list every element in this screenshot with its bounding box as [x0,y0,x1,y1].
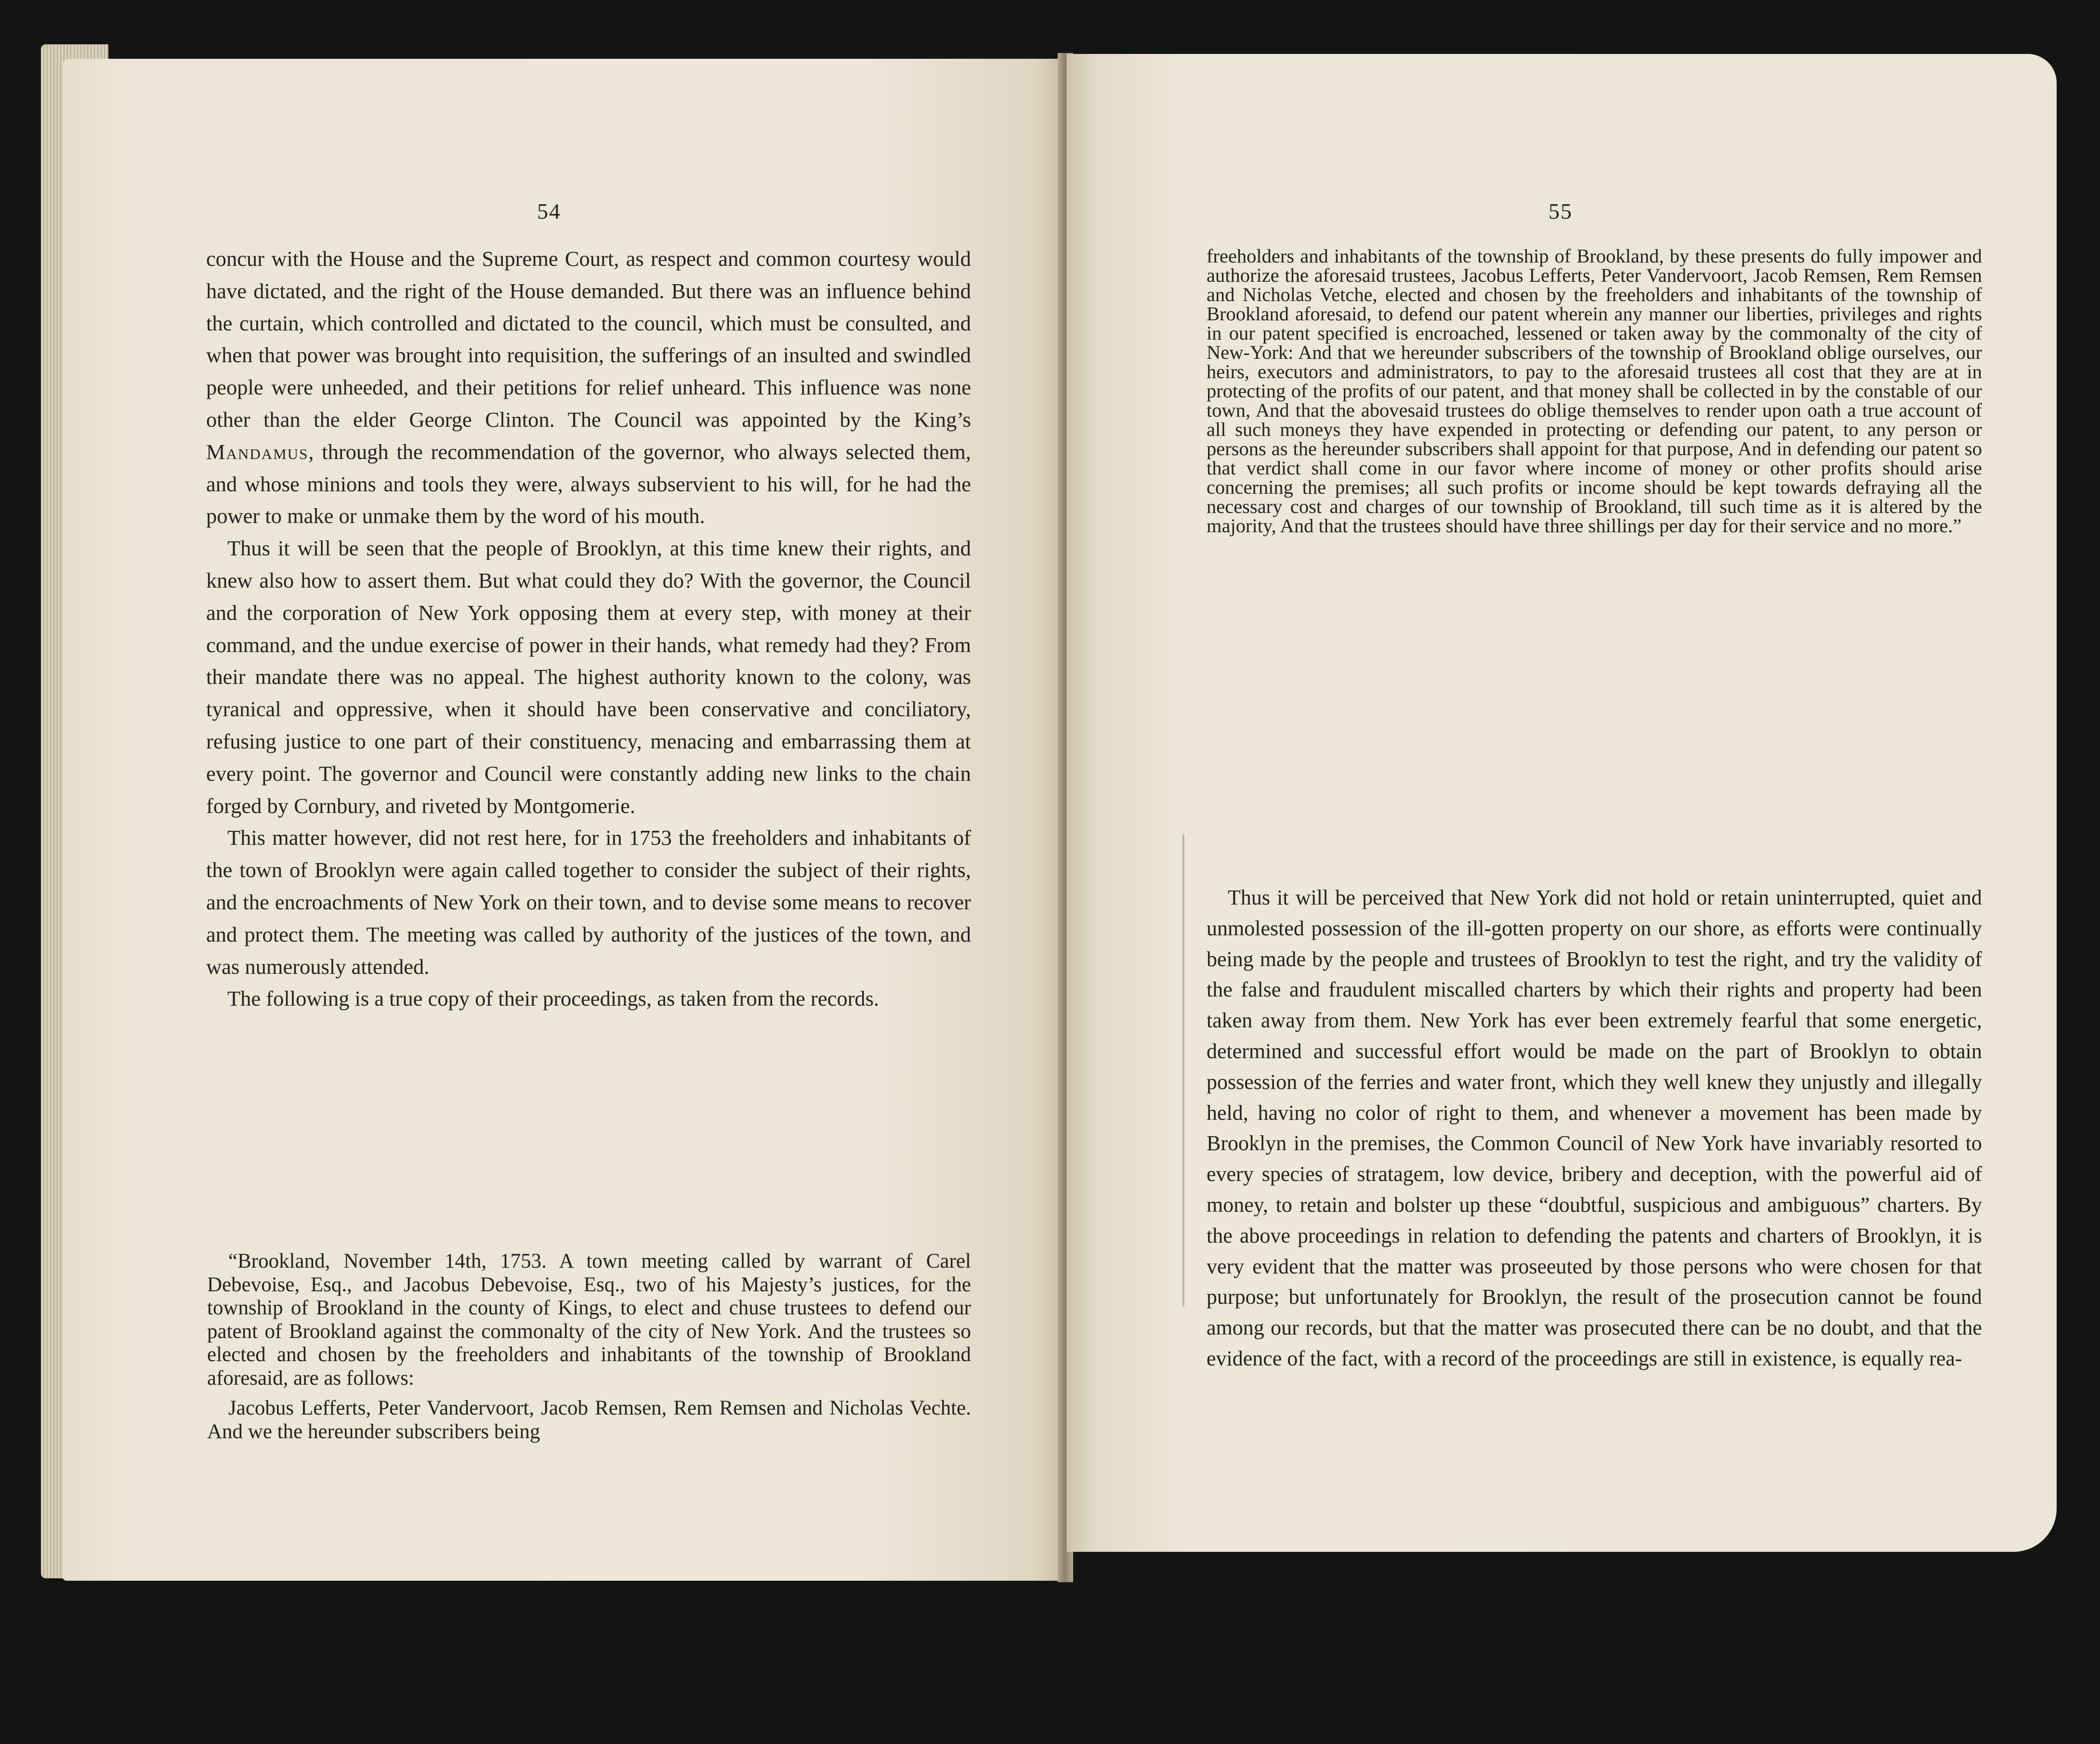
quote-paragraph: “Brookland, November 14th, 1753. A town meeting called by warrant of Carel Debevoise, Esq., and Jacobus Debevoise, Esq., two of his Majesty’s justices, for the township of Brookland in the county of Kings, to elect and chuse trustees to defend our patent of Brookland against the commonalty of the city of New York. And the trustees so elected and chosen by the freeholders and inhabitants of the township of Brookland aforesaid, are as follows: [207,1250,971,1390]
quote-paragraph: Jacobus Lefferts, Peter Vandervoort, Jacob Remsen, Rem Remsen and Nicholas Vechte. And we the hereunder subscribers being [207,1397,971,1443]
page-number-right: 55 [1549,199,1573,223]
paragraph-text: concur with the House and the Supreme Court, as respect and common courtesy would have dictated, and the right of the House demanded. But there was an influence behind the curtain, which controlled and dictated to the council, which must be consulted, and when that power was brought into requisition, the sufferings of an insulted and swindled people were unheeded, and their petitions for relief unheard. This influence was none other than the elder George Clinton. The Council was appointed by the King’s [206,247,971,432]
mandamus-smallcaps: Mandamus [206,439,309,464]
right-page-quote [1207,247,1982,536]
paragraph [206,243,971,532]
paragraph: Thus it will be perceived that New York did not hold or retain uninterrupted, quiet and unmolested possession of the ill-gotten property on our shore, as efforts were continually being made by the people and trustees of Brooklyn to test the right, and try the validity of the false and fraudulent miscalled charters by which their rights and property had been taken away from them. New York has ever been extremely fearful that some energetic, determined and successful effort would be made on the part of Brooklyn to obtain possession of the ferries and water front, which they well knew they unjustly and illegally held, having no color of right to them, and whenever a movement has been made by Brooklyn in the premises, the Common Council of New York have invariably resorted to every species of stratagem, low device, bribery and deception, with the powerful aid of money, to retain and bolster up these “doubtful, suspicious and ambiguous” charters. By the above proceedings in relation to defending the patents and charters of Brooklyn, it is very evident that the matter was proseeuted by those persons who were chosen for that purpose; but unfortunately for Brooklyn, the result of the prosecution cannot be found among our records, but that the matter was prosecuted there can be no doubt, and that the evidence of the fact, with a record of the proceedings are still in existence, is equally rea- [1207,886,1982,1370]
left-page [63,59,1063,1581]
page-number-left: 54 [537,199,561,223]
right-page-body [1207,882,1982,1374]
quote-paragraph: freeholders and inhabitants of the township of Brookland, by these presents do fully impower and authorize the aforesaid trustees, Jacobus Lefferts, Peter Vandervoort, Jacob Remsen, Rem Remsen and Nicholas Vetche, elected and chosen by the freeholders and inhabitants of the township of Brookland aforesaid, to defend our patent wherein any manner our liberties, privileges and rights in our patent specified is encroached, lessened or taken away by the commonalty of the city of New-York: And that we hereunder subscribers of the township of Brookland oblige ourselves, our heirs, executors and administrators, to pay to the aforesaid trustees all cost that they are at in protecting of the profits of our patent, and that money shall be collected in by the constable of our town, And that the abovesaid trustees do oblige themselves to render upon oath a true account of all such moneys they have expended in protecting or defending our patent, to any person or persons as the hereunder subscribers shall appoint for that purpose, And in defending our patent so that verdict shall come in our favor where income of money or other profits should arise concerning the premises; all such profits or income should be kept towards defraying all the necessary cost and charges of our township of Brookland, till such time as it is altered by the majority, And that the trustees should have three shillings per day for their service and no more.” [1207,245,1982,537]
paragraph-tail: , through the recommendation of the governor, who always selected them, and whose minions and tools they were, always subservient to his will, for he had the power to make or unmake them by the word of his mouth. [206,439,971,528]
paragraph: This matter however, did not rest here, for in 1753 the freeholders and inhabitants of the town of Brooklyn were again called together to consider the subject of their rights, and the encroachments of New York on their town, and to devise some means to recover and protect them. The meeting was called by authority of the justices of the town, and was numerously attended. [206,826,971,979]
right-page [1067,54,2057,1552]
left-page-quote [207,1250,971,1443]
paragraph: Thus it will be seen that the people of Brooklyn, at this time knew their rights, and knew also how to assert them. But what could they do? With the governor, the Council and the corporation of New York opposing them at every step, with money at their command, and the undue exercise of power in their hands, what remedy had they? From their mandate there was no appeal. The highest authority known to the colony, was tyranical and oppressive, when it should have been conservative and conciliatory, refusing justice to one part of their constituency, menacing and embarrassing them at every point. The governor and Council were constantly adding new links to the chain forged by Cornbury, and riveted by Montgomerie. [206,536,971,818]
paragraph: The following is a true copy of their proceedings, as taken from the records. [227,986,879,1011]
left-page-body [206,243,971,1015]
pencil-margin-mark [1182,834,1184,1306]
